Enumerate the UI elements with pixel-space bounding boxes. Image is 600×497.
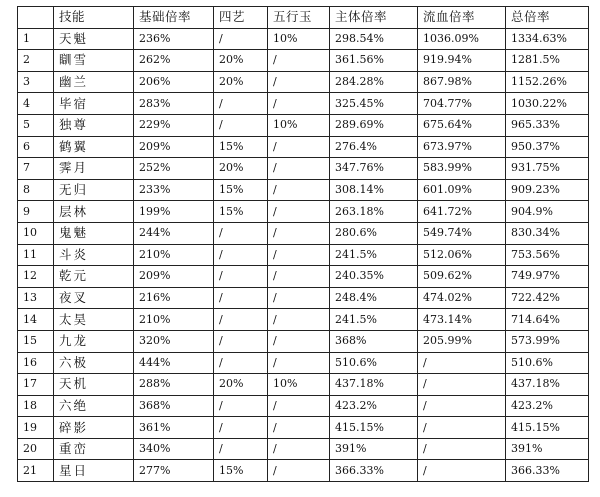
cell-row-number: 2 [18, 50, 54, 72]
cell-row-number: 3 [18, 71, 54, 93]
cell-four-arts: / [214, 93, 268, 115]
table-row [18, 114, 589, 136]
cell-total-multiplier: 415.15% [506, 417, 589, 439]
table-row [18, 266, 589, 288]
cell-five-element-jade: / [268, 438, 330, 460]
table-row [18, 244, 589, 266]
cell-bleed-multiplier: 474.02% [418, 287, 506, 309]
table-row [18, 309, 589, 331]
cell-row-number: 16 [18, 352, 54, 374]
cell-four-arts: / [214, 417, 268, 439]
cell-total-multiplier: 714.64% [506, 309, 589, 331]
cell-total-multiplier: 1152.26% [506, 71, 589, 93]
cell-row-number: 20 [18, 438, 54, 460]
table-header-row [18, 7, 589, 29]
cell-skill-name: 九龙 [54, 330, 134, 352]
cell-main-multiplier: 248.4% [330, 287, 418, 309]
cell-base-multiplier: 199% [134, 201, 214, 223]
cell-bleed-multiplier: 704.77% [418, 93, 506, 115]
cell-bleed-multiplier: 205.99% [418, 330, 506, 352]
cell-five-element-jade: 10% [268, 28, 330, 50]
cell-bleed-multiplier: 919.94% [418, 50, 506, 72]
cell-base-multiplier: 340% [134, 438, 214, 460]
skill-multiplier-table-container [17, 6, 588, 482]
cell-row-number: 14 [18, 309, 54, 331]
cell-four-arts: 15% [214, 179, 268, 201]
cell-main-multiplier: 347.76% [330, 158, 418, 180]
cell-main-multiplier: 284.28% [330, 71, 418, 93]
cell-row-number: 18 [18, 395, 54, 417]
cell-bleed-multiplier: 867.98% [418, 71, 506, 93]
cell-skill-name: 重峦 [54, 438, 134, 460]
cell-main-multiplier: 289.69% [330, 114, 418, 136]
table-row [18, 460, 589, 482]
cell-skill-name: 碎影 [54, 417, 134, 439]
cell-row-number: 13 [18, 287, 54, 309]
cell-bleed-multiplier: 641.72% [418, 201, 506, 223]
cell-bleed-multiplier: 601.09% [418, 179, 506, 201]
cell-bleed-multiplier: 512.06% [418, 244, 506, 266]
cell-four-arts: / [214, 222, 268, 244]
table-row [18, 395, 589, 417]
cell-row-number: 5 [18, 114, 54, 136]
cell-total-multiplier: 1334.63% [506, 28, 589, 50]
cell-base-multiplier: 209% [134, 266, 214, 288]
cell-row-number: 4 [18, 93, 54, 115]
cell-bleed-multiplier: / [418, 438, 506, 460]
cell-total-multiplier: 423.2% [506, 395, 589, 417]
cell-bleed-multiplier: 549.74% [418, 222, 506, 244]
cell-row-number: 6 [18, 136, 54, 158]
cell-total-multiplier: 1030.22% [506, 93, 589, 115]
cell-bleed-multiplier: / [418, 395, 506, 417]
cell-skill-name: 斗炎 [54, 244, 134, 266]
table-row [18, 50, 589, 72]
cell-base-multiplier: 210% [134, 244, 214, 266]
cell-base-multiplier: 252% [134, 158, 214, 180]
table-row [18, 179, 589, 201]
cell-base-multiplier: 283% [134, 93, 214, 115]
cell-total-multiplier: 904.9% [506, 201, 589, 223]
cell-skill-name: 乾元 [54, 266, 134, 288]
cell-four-arts: 15% [214, 136, 268, 158]
cell-five-element-jade: / [268, 287, 330, 309]
column-header-base-multiplier: 基础倍率 [134, 7, 214, 29]
column-header-five-element-jade: 五行玉 [268, 7, 330, 29]
cell-four-arts: / [214, 352, 268, 374]
cell-four-arts: / [214, 438, 268, 460]
cell-five-element-jade: / [268, 93, 330, 115]
cell-bleed-multiplier: / [418, 374, 506, 396]
cell-main-multiplier: 240.35% [330, 266, 418, 288]
table-body [18, 28, 589, 481]
cell-skill-name: 层林 [54, 201, 134, 223]
cell-five-element-jade: / [268, 395, 330, 417]
cell-total-multiplier: 965.33% [506, 114, 589, 136]
cell-base-multiplier: 262% [134, 50, 214, 72]
cell-row-number: 17 [18, 374, 54, 396]
cell-skill-name: 太昊 [54, 309, 134, 331]
cell-skill-name: 星日 [54, 460, 134, 482]
cell-five-element-jade: 10% [268, 114, 330, 136]
column-header-bleed-multiplier: 流血倍率 [418, 7, 506, 29]
cell-main-multiplier: 298.54% [330, 28, 418, 50]
cell-five-element-jade: / [268, 352, 330, 374]
cell-total-multiplier: 749.97% [506, 266, 589, 288]
cell-total-multiplier: 366.33% [506, 460, 589, 482]
cell-five-element-jade: / [268, 71, 330, 93]
cell-four-arts: / [214, 395, 268, 417]
cell-main-multiplier: 263.18% [330, 201, 418, 223]
cell-main-multiplier: 361.56% [330, 50, 418, 72]
cell-five-element-jade: / [268, 136, 330, 158]
column-header-row-number [18, 7, 54, 29]
cell-bleed-multiplier: 673.97% [418, 136, 506, 158]
cell-five-element-jade: / [268, 417, 330, 439]
cell-main-multiplier: 423.2% [330, 395, 418, 417]
cell-skill-name: 幽兰 [54, 71, 134, 93]
cell-skill-name: 六极 [54, 352, 134, 374]
cell-skill-name: 瞓雪 [54, 50, 134, 72]
cell-four-arts: 20% [214, 71, 268, 93]
cell-row-number: 9 [18, 201, 54, 223]
cell-four-arts: 15% [214, 460, 268, 482]
cell-main-multiplier: 325.45% [330, 93, 418, 115]
cell-row-number: 21 [18, 460, 54, 482]
cell-skill-name: 无归 [54, 179, 134, 201]
cell-skill-name: 鬼魅 [54, 222, 134, 244]
cell-four-arts: 15% [214, 201, 268, 223]
cell-main-multiplier: 437.18% [330, 374, 418, 396]
cell-base-multiplier: 209% [134, 136, 214, 158]
cell-base-multiplier: 444% [134, 352, 214, 374]
table-row [18, 374, 589, 396]
table-row [18, 287, 589, 309]
cell-row-number: 15 [18, 330, 54, 352]
cell-five-element-jade: / [268, 460, 330, 482]
cell-skill-name: 天魁 [54, 28, 134, 50]
cell-four-arts: / [214, 287, 268, 309]
cell-base-multiplier: 288% [134, 374, 214, 396]
cell-main-multiplier: 280.6% [330, 222, 418, 244]
cell-base-multiplier: 320% [134, 330, 214, 352]
cell-row-number: 1 [18, 28, 54, 50]
table-row [18, 438, 589, 460]
cell-four-arts: / [214, 244, 268, 266]
cell-total-multiplier: 909.23% [506, 179, 589, 201]
cell-base-multiplier: 368% [134, 395, 214, 417]
skill-multiplier-table [17, 6, 589, 482]
column-header-main-multiplier: 主体倍率 [330, 7, 418, 29]
table-row [18, 93, 589, 115]
table-row [18, 417, 589, 439]
cell-bleed-multiplier: / [418, 417, 506, 439]
cell-base-multiplier: 233% [134, 179, 214, 201]
cell-five-element-jade: / [268, 179, 330, 201]
cell-bleed-multiplier: 1036.09% [418, 28, 506, 50]
cell-bleed-multiplier: 675.64% [418, 114, 506, 136]
cell-five-element-jade: / [268, 50, 330, 72]
cell-total-multiplier: 931.75% [506, 158, 589, 180]
cell-four-arts: / [214, 114, 268, 136]
cell-row-number: 11 [18, 244, 54, 266]
table-row [18, 71, 589, 93]
cell-main-multiplier: 391% [330, 438, 418, 460]
cell-five-element-jade: 10% [268, 374, 330, 396]
cell-total-multiplier: 573.99% [506, 330, 589, 352]
cell-skill-name: 夜叉 [54, 287, 134, 309]
cell-base-multiplier: 216% [134, 287, 214, 309]
cell-total-multiplier: 437.18% [506, 374, 589, 396]
table-row [18, 136, 589, 158]
column-header-four-arts: 四艺 [214, 7, 268, 29]
table-row [18, 330, 589, 352]
cell-bleed-multiplier: 509.62% [418, 266, 506, 288]
cell-row-number: 7 [18, 158, 54, 180]
cell-four-arts: / [214, 330, 268, 352]
cell-total-multiplier: 753.56% [506, 244, 589, 266]
cell-four-arts: 20% [214, 158, 268, 180]
cell-row-number: 12 [18, 266, 54, 288]
cell-bleed-multiplier: 583.99% [418, 158, 506, 180]
cell-main-multiplier: 366.33% [330, 460, 418, 482]
cell-row-number: 8 [18, 179, 54, 201]
cell-main-multiplier: 510.6% [330, 352, 418, 374]
cell-five-element-jade: / [268, 309, 330, 331]
cell-main-multiplier: 415.15% [330, 417, 418, 439]
cell-base-multiplier: 229% [134, 114, 214, 136]
cell-total-multiplier: 950.37% [506, 136, 589, 158]
column-header-total-multiplier: 总倍率 [506, 7, 589, 29]
cell-total-multiplier: 510.6% [506, 352, 589, 374]
cell-total-multiplier: 1281.5% [506, 50, 589, 72]
table-row [18, 222, 589, 244]
table-row [18, 28, 589, 50]
cell-bleed-multiplier: / [418, 460, 506, 482]
cell-total-multiplier: 391% [506, 438, 589, 460]
cell-five-element-jade: / [268, 266, 330, 288]
cell-base-multiplier: 206% [134, 71, 214, 93]
cell-five-element-jade: / [268, 330, 330, 352]
cell-five-element-jade: / [268, 201, 330, 223]
cell-skill-name: 毕宿 [54, 93, 134, 115]
cell-main-multiplier: 276.4% [330, 136, 418, 158]
cell-four-arts: 20% [214, 50, 268, 72]
cell-base-multiplier: 361% [134, 417, 214, 439]
cell-skill-name: 六绝 [54, 395, 134, 417]
cell-total-multiplier: 722.42% [506, 287, 589, 309]
cell-skill-name: 独尊 [54, 114, 134, 136]
cell-main-multiplier: 368% [330, 330, 418, 352]
cell-main-multiplier: 241.5% [330, 309, 418, 331]
cell-skill-name: 鹤翼 [54, 136, 134, 158]
cell-five-element-jade: / [268, 222, 330, 244]
table-row [18, 352, 589, 374]
cell-five-element-jade: / [268, 158, 330, 180]
cell-bleed-multiplier: 473.14% [418, 309, 506, 331]
cell-bleed-multiplier: / [418, 352, 506, 374]
table-row [18, 158, 589, 180]
cell-total-multiplier: 830.34% [506, 222, 589, 244]
cell-row-number: 19 [18, 417, 54, 439]
cell-four-arts: / [214, 266, 268, 288]
cell-row-number: 10 [18, 222, 54, 244]
cell-four-arts: / [214, 309, 268, 331]
cell-four-arts: / [214, 28, 268, 50]
cell-skill-name: 天机 [54, 374, 134, 396]
cell-main-multiplier: 308.14% [330, 179, 418, 201]
cell-skill-name: 霁月 [54, 158, 134, 180]
cell-base-multiplier: 277% [134, 460, 214, 482]
table-row [18, 201, 589, 223]
cell-base-multiplier: 210% [134, 309, 214, 331]
column-header-skill-name: 技能 [54, 7, 134, 29]
cell-four-arts: 20% [214, 374, 268, 396]
cell-base-multiplier: 236% [134, 28, 214, 50]
cell-base-multiplier: 244% [134, 222, 214, 244]
cell-five-element-jade: / [268, 244, 330, 266]
cell-main-multiplier: 241.5% [330, 244, 418, 266]
